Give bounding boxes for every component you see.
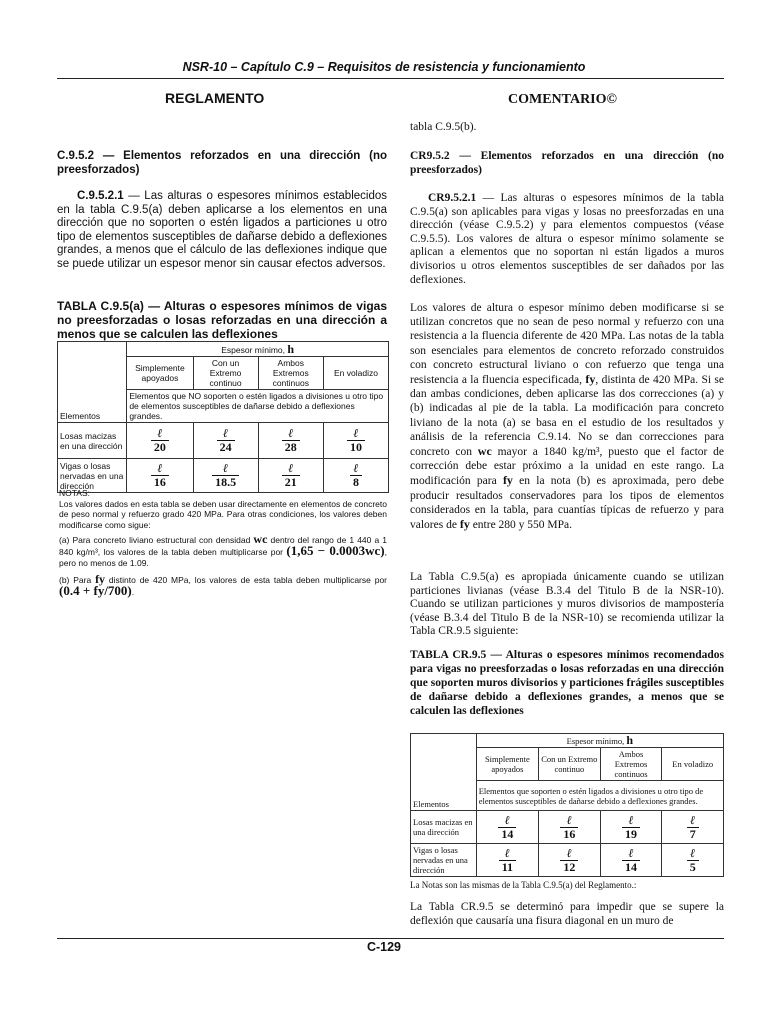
- value-cell: $\frac{\text{ℓ}}{14}$: [600, 844, 662, 877]
- col-one-end: Con un Extremo continuo: [193, 357, 258, 390]
- col-simple: Simplemente apoyados: [127, 357, 193, 390]
- notes-label: NOTAS:: [59, 488, 91, 498]
- right-paragraph-label: CR9.5.2.1: [428, 192, 477, 204]
- right-paragraph-1: CR9.5.2.1 — Las alturas o espesores mínimos de la tabla C.9.5(a) son aplicables para vigas y losas no preesforzadas en una dirección (véase C.9.5.2) y para elementos compuestos (véase C.9.5.5). Los valores de altura o espesor mínimo solamente se aplican a elementos que no soportan ni están ligados a muros divisorios u otros elementos susceptibles de ser dañados por las deflexiones.: [410, 192, 724, 286]
- col-one-end: Con un Extremo continuo: [539, 748, 601, 781]
- table-row: [411, 811, 724, 844]
- value-cell: $\frac{\text{ℓ}}{14}$: [476, 811, 538, 844]
- fy-symbol: fy: [585, 372, 596, 387]
- thickness-header: Espesor mínimo, h: [476, 734, 723, 748]
- col-both-ends: Ambos Extremos continuos: [258, 357, 323, 390]
- row-label: Losas macizas en una dirección: [58, 423, 127, 459]
- col-simple: Simplemente apoyados: [476, 748, 538, 781]
- row-label: Vigas o losas nervadas en una dirección: [411, 844, 477, 877]
- left-thickness-table: [57, 341, 389, 493]
- left-paragraph-label: C.9.5.2.1: [77, 190, 124, 202]
- running-header: NSR-10 – Capítulo C.9 – Requisitos de resistencia y funcionamiento: [182, 60, 586, 74]
- span-note: Elementos que soporten o estén ligados a divisiones u otro tipo de elementos susceptibles de dañarse debido a deflexiones grandes.: [476, 781, 723, 811]
- carry-over-text: tabla C.9.5(b).: [410, 121, 477, 133]
- value-cell: $\frac{\text{ℓ}}{7}$: [662, 811, 724, 844]
- note-b: (b) Para fy distinto de 420 MPa, los valores de esta tabla deben multiplicarse por (0.4 + fy/700).: [59, 572, 387, 598]
- table-row: [411, 844, 724, 877]
- value-cell: $\frac{\text{ℓ}}{19}$: [600, 811, 662, 844]
- table-notes: [59, 488, 387, 597]
- left-column-heading: REGLAMENTO: [165, 90, 265, 106]
- col-cantilever: En voladizo: [323, 357, 388, 390]
- value-cell: $\frac{\text{ℓ}}{28}$: [258, 423, 323, 459]
- col-both-ends: Ambos Extremos continuos: [600, 748, 662, 781]
- value-cell: $\frac{\text{ℓ}}{16}$: [127, 459, 193, 493]
- header-rule: [57, 78, 724, 79]
- wc-symbol: wc: [477, 444, 492, 459]
- right-paragraph-2: Los valores de altura o espesor mínimo deben modificarse si se utilizan concretos que no sean de peso normal y refuerzo con una resistencia a la fluencia diferente de 420 MPa. Las notas de la tabla son esenciales para elementos de concreto reforzado construidos con concreto estructural liviano o con refuerzo que tenga una resistencia a la fluencia especificada, fy, distinta de 420 MPa. Si se dan ambas condiciones, deben aplicarse las dos correcciones (a) y (b) indicadas al pie de la tabla. La modificación para concreto liviano de la nota (a) se basa en el estudio de los resultados y análisis de la referencia C.9.14. No se dan correcciones para concreto con wc mayor a 1840 kg/m³, puesto que el factor de corrección debe estar próximo a la unidad en este rango. La modificación para fy en la nota (b) es aproximada, pero debe producir resultados conservadores para los tipos de elementos considerados en la tabla, para cuantías típicas de refuerzo y para valores de fy entre 280 y 550 MPa.: [410, 302, 725, 532]
- value-cell: $\frac{\text{ℓ}}{16}$: [539, 811, 601, 844]
- elements-header: Elementos: [58, 342, 127, 423]
- value-cell: $\frac{\text{ℓ}}{12}$: [539, 844, 601, 877]
- right-section-title: CR9.5.2 — Elementos reforzados en una dirección (no preesforzados): [410, 150, 724, 176]
- value-cell: $\frac{\text{ℓ}}{11}$: [476, 844, 538, 877]
- left-section-title: C.9.5.2 — Elementos reforzados en una dirección (no preesforzados): [57, 150, 387, 176]
- value-cell: $\frac{\text{ℓ}}{8}$: [323, 459, 388, 493]
- thickness-header: Espesor mínimo, h: [127, 342, 389, 357]
- wc-symbol: wc: [253, 532, 268, 547]
- left-paragraph: C.9.5.2.1 — Las alturas o espesores mínimos establecidos en la tabla C.9.5(a) deben aplicarse a los elementos en una dirección que no soporten o estén ligados a particiones u otro tipo de elementos susceptibles de dañarse debido a deflexiones grandes, a menos que el cálculo de las deflexiones indique que se puede utilizar un espesor menor sin causar efectos adversos.: [57, 190, 387, 270]
- fy-symbol: fy: [95, 572, 106, 587]
- value-cell: $\frac{\text{ℓ}}{18.5}$: [193, 459, 258, 493]
- note-a: (a) Para concreto liviano estructural con densidad wc dentro del rango de 1 440 a 1 840 kg/m³, los valores de la tabla deben multiplicarse por (1,65 − 0.0003wc), pero no menos de 1.09.: [59, 532, 387, 568]
- notes-intro: Los valores dados en esta tabla se deben usar directamente en elementos de concreto de peso normal y refuerzo grado 420 MPa. Para otras condiciones, los valores deben modificarse como sigue:: [59, 498, 387, 530]
- fy-symbol: fy: [502, 473, 513, 488]
- right-paragraph-4: La Tabla CR.9.5 se determinó para impedir que se supere la deflexión que causaría una fisura diagonal en un muro de: [410, 901, 724, 927]
- value-cell: $\frac{\text{ℓ}}{24}$: [193, 423, 258, 459]
- value-cell: $\frac{\text{ℓ}}{20}$: [127, 423, 193, 459]
- page-number: C-129: [366, 940, 402, 954]
- row-label: Vigas o losas nervadas en una dirección: [58, 459, 127, 493]
- right-column-heading: COMENTARIO©: [508, 92, 617, 107]
- footer-rule: [57, 938, 724, 939]
- right-thickness-table: [410, 733, 724, 877]
- elements-header: Elementos: [411, 734, 477, 811]
- right-table-note: La Notas son las mismas de la Tabla C.9.5(a) del Reglamento.:: [410, 880, 637, 890]
- left-table-title: TABLA C.9.5(a) — Alturas o espesores mínimos de vigas no preesforzadas o losas reforzadas en una dirección a menos que se calculen las deflexiones: [57, 299, 387, 341]
- right-table-title: TABLA CR.9.5 — Alturas o espesores mínimos recomendados para vigas no preesforzadas o losas reforzadas en una dirección que soporten muros divisorios y particiones frágiles susceptibles de dañarse debido a deflexiones grandes, a menos que se calculen las deflexiones: [410, 649, 724, 717]
- row-label: Losas macizas en una dirección: [411, 811, 477, 844]
- col-cantilever: En voladizo: [662, 748, 724, 781]
- right-paragraph-3: La Tabla C.9.5(a) es apropiada únicamente cuando se utilizan particiones livianas (véase B.3.4 del Titulo B de la NSR-10). Cuando se utilizan particiones y muros divisorios de mampostería (véase B.3.4 del Titulo B de la NSR-10) se recomienda utilizar la Tabla CR.9.5 siguiente:: [410, 571, 724, 638]
- table-row: [58, 423, 389, 459]
- note-b-formula: (0.4 + fy/700): [59, 582, 132, 598]
- span-note: Elementos que NO soporten o estén ligados a divisiones u otro tipo de elementos susceptibles de dañarse debido a deflexiones grandes.: [127, 390, 389, 423]
- fy-symbol: fy: [459, 517, 470, 532]
- value-cell: $\frac{\text{ℓ}}{5}$: [662, 844, 724, 877]
- value-cell: $\frac{\text{ℓ}}{21}$: [258, 459, 323, 493]
- value-cell: $\frac{\text{ℓ}}{10}$: [323, 423, 388, 459]
- note-a-formula: (1,65 − 0.0003wc): [286, 542, 385, 558]
